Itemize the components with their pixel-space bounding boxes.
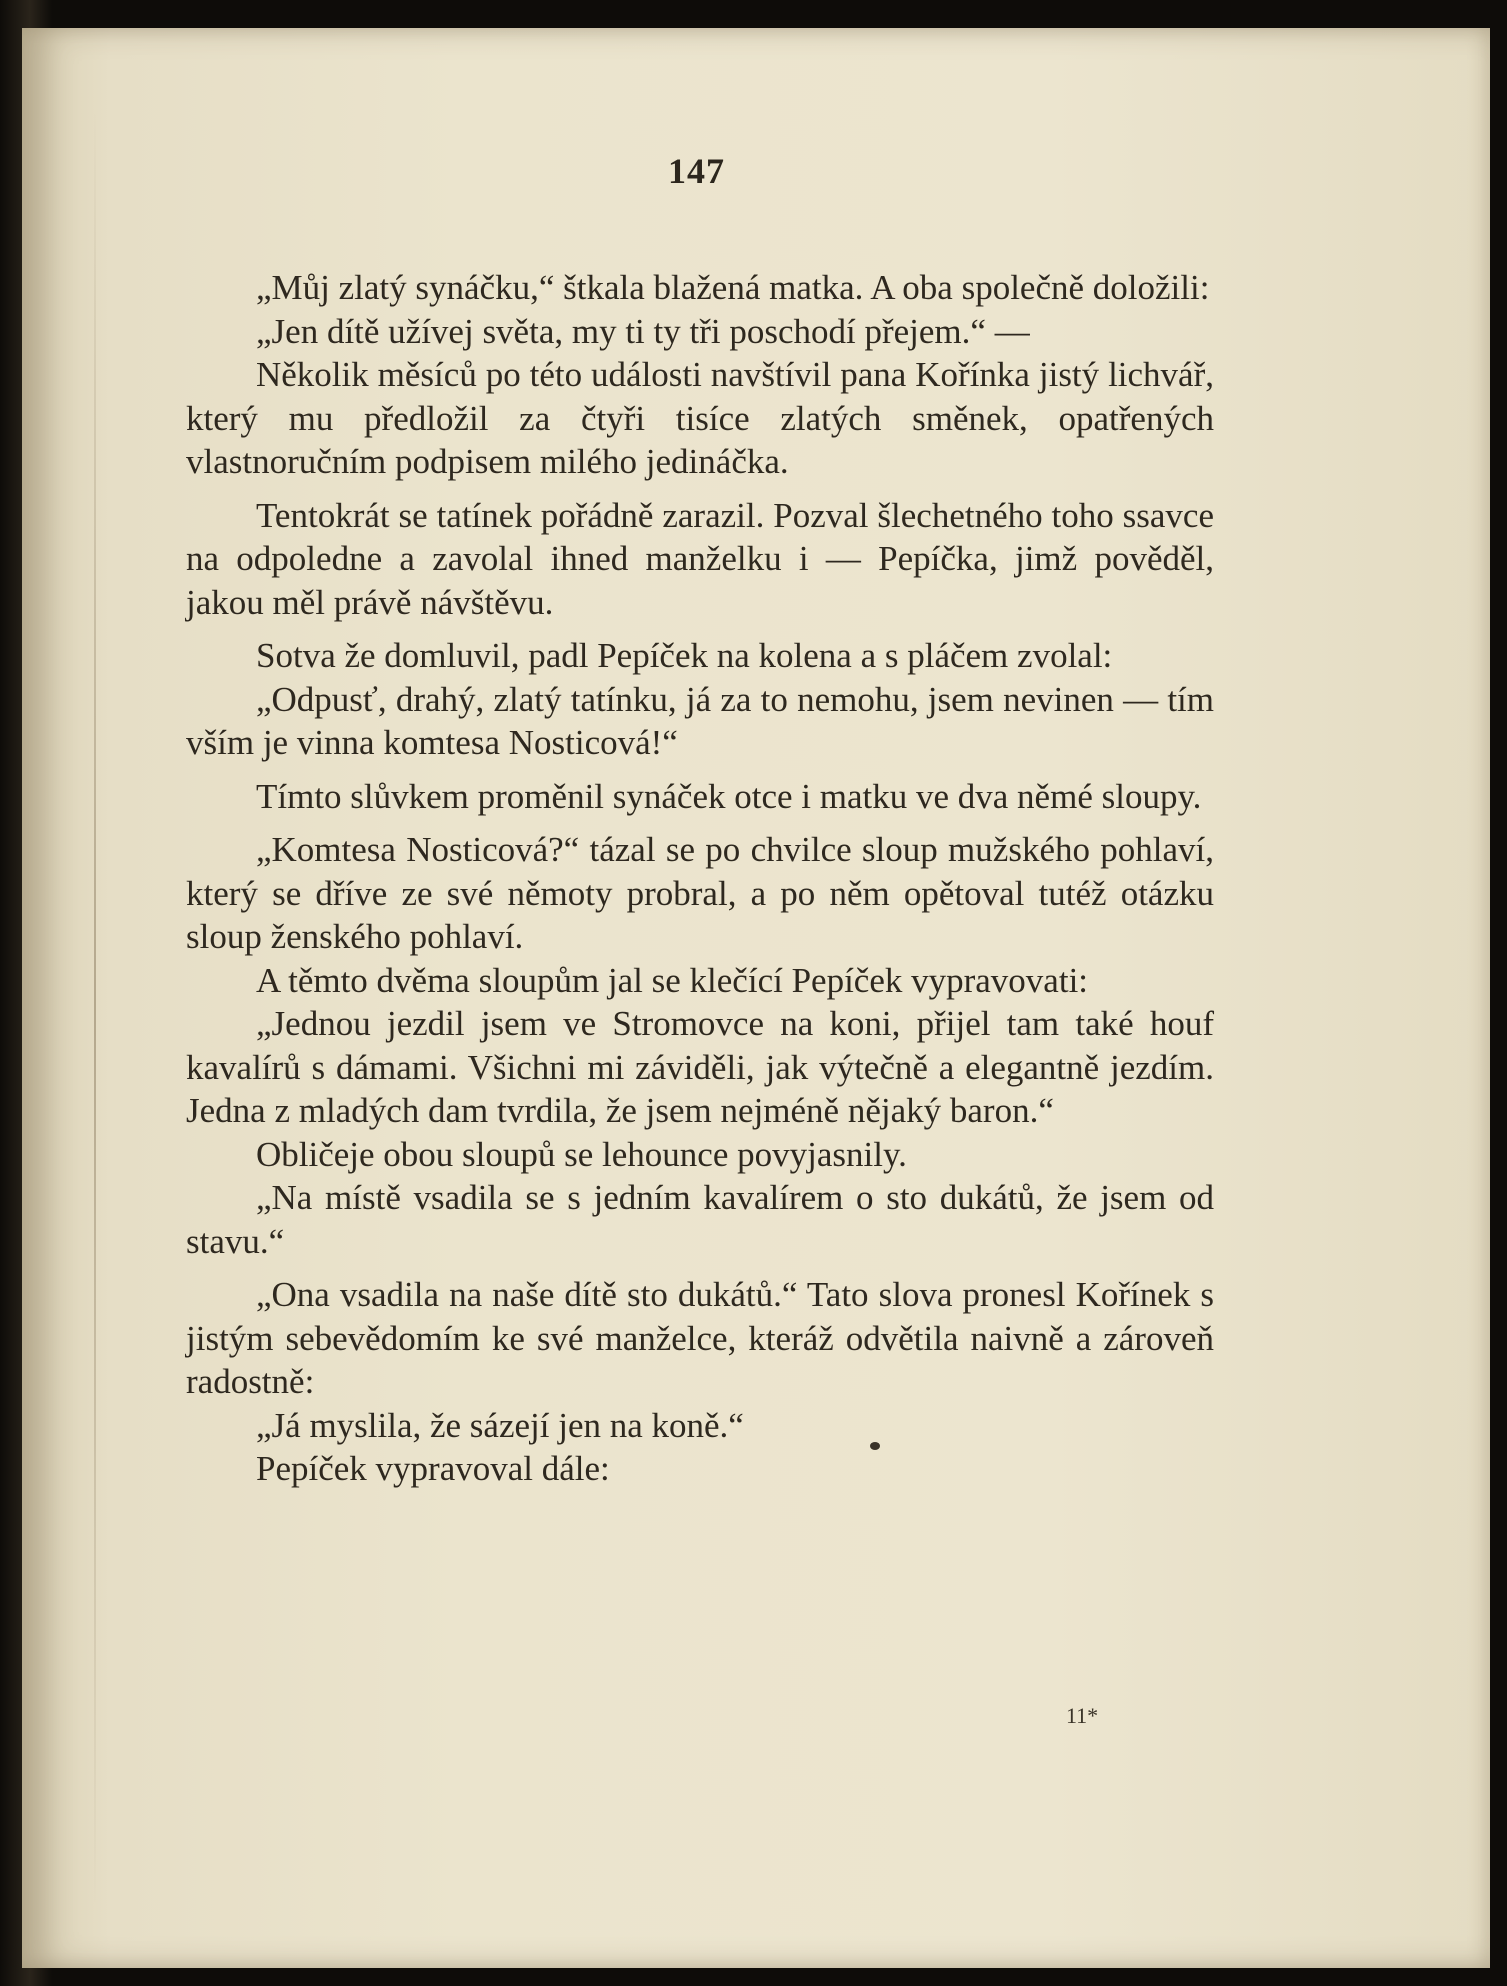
paragraph-7: Tímto slůvkem proměnil synáček otce i matku ve dva němé sloupy. (256, 776, 1202, 816)
binding-shadow (94, 108, 96, 1908)
paragraph-3: Několik měsíců po této události navštívil pana Kořínka jistý lichvář, který mu předložil za čtyři tisíce zlatých směnek, opatřených vlastnoručním podpisem milého jedináčka. (186, 355, 1214, 481)
paragraph-6: „Odpusť, drahý, zlatý tatínku, já za to nemohu, jsem nevinen — tím vším je vinna komtesa Nosticová!“ (186, 679, 1214, 762)
paragraph-11: Obličeje obou sloupů se lehounce povyjasnily. (256, 1134, 907, 1174)
signature-mark: 11* (1066, 1703, 1099, 1728)
paragraph-15: Pepíček vypravoval dále: (256, 1449, 610, 1488)
paragraph-13: „Ona vsadila na naše dítě sto dukátů.“ Tato slova pronesl Kořínek s jistým sebevědomím ke své manželce, kteráž odvětila naivně a zároveň radostně: (186, 1275, 1214, 1401)
ink-speck (870, 1442, 880, 1450)
paragraph-8: „Komtesa Nosticová?“ tázal se po chvilce sloup mužského pohlaví, který se dříve ze své němoty probral, a po něm opětoval tutéž otázku sloup ženského pohlaví. (186, 830, 1214, 956)
paragraph-9: A těmto dvěma sloupům jal se klečící Pepíček vypravovati: (256, 960, 1089, 1000)
paragraph-1: „Můj zlatý synáčku,“ štkala blažená matka. A oba společně doložili: (256, 268, 1210, 307)
paragraph-4: Tentokrát se tatínek pořádně zarazil. Pozval šlechetného toho ssavce na odpoledne a zavolal ihned manželku i — Pepíčka, jimž pověděl, jakou měl právě návštěvu. (186, 495, 1214, 622)
paragraph-5: Sotva že domluvil, padl Pepíček na kolena a s pláčem zvolal: (256, 636, 1113, 675)
paragraph-12: „Na místě vsadila se s jedním kavalírem o sto dukátů, že jsem od stavu.“ (186, 1178, 1214, 1261)
paragraph-2: „Jen dítě užívej světa, my ti ty tři poschodí přejem.“ — (256, 311, 1030, 351)
body-text (186, 266, 1214, 1491)
paragraph-14: „Já myslila, že sázejí jen na koně.“ (256, 1405, 744, 1445)
paragraph-10: „Jednou jezdil jsem ve Stromovce na koni, přijel tam také houf kavalírů s dámami. Všichni mi záviděli, jak výtečně a elegantně jezdím. Jedna z mladých dam tvrdila, že jsem nejméně nějaký baron.“ (186, 1004, 1214, 1130)
page-number: 147 (668, 151, 725, 191)
